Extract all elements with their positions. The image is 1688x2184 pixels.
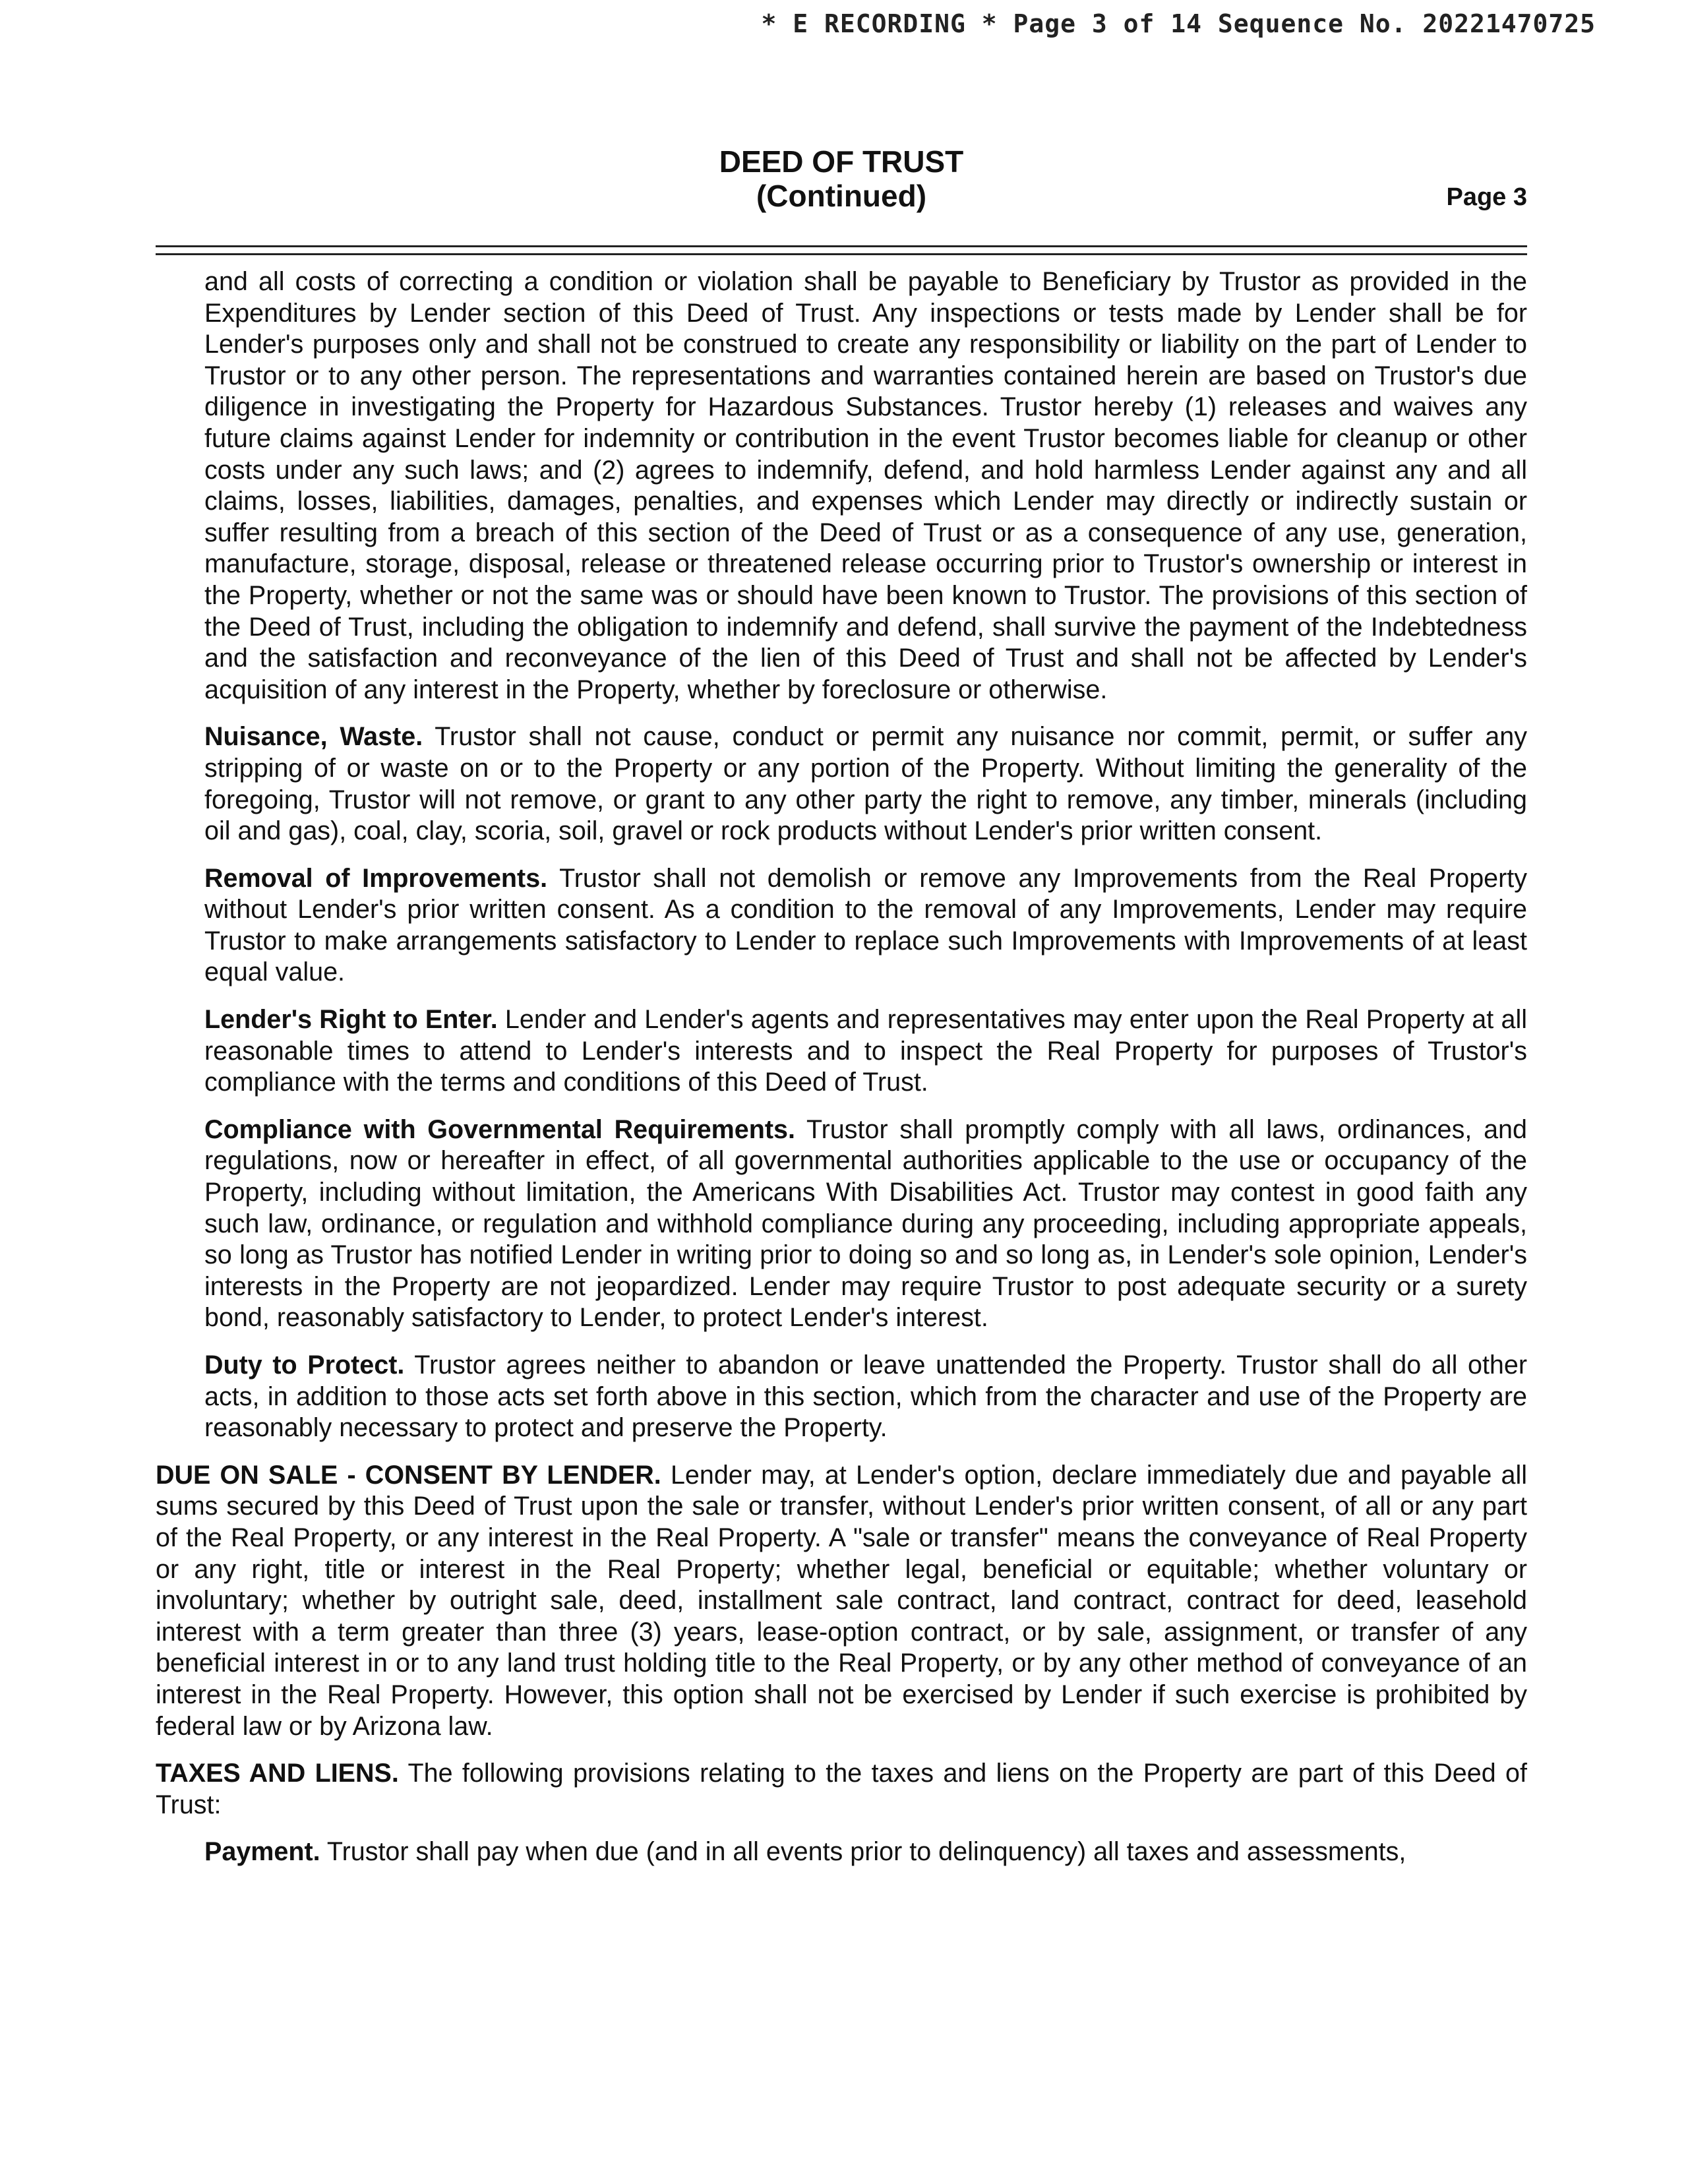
section-heading: Payment. — [204, 1837, 320, 1867]
paragraph-compliance — [204, 1114, 1527, 1334]
paragraph-hazardous-continued — [204, 266, 1527, 706]
paragraph-text: Trustor shall not cause, conduct or permit any nuisance nor commit, permit, or suffer any stripping of or waste on or to the Property or any portion of the Property. Without limiting the generality of the foregoing, Trustor will not remove, or grant to any other party the right to remove, any timber, minerals (including oil and gas), coal, clay, scoria, soil, gravel or rock products without Lender's prior written consent. — [204, 722, 1527, 846]
paragraph-text: The following provisions relating to the taxes and liens on the Property are part of this Deed of Trust: — [156, 1759, 1527, 1819]
section-heading: DUE ON SALE - CONSENT BY LENDER. — [156, 1460, 661, 1490]
paragraph-text: Trustor agrees neither to abandon or leave unattended the Property. Trustor shall do all other acts, in addition to those acts set forth above in this section, which from the character and use of the Property are reasonably necessary to protect and preserve the Property. — [204, 1350, 1528, 1443]
section-heading: Removal of Improvements. — [204, 863, 548, 893]
page-number: Page 3 — [1446, 183, 1527, 211]
paragraph-payment — [204, 1836, 1527, 1868]
paragraph-duty-to-protect — [204, 1350, 1527, 1444]
header-rule-top — [156, 245, 1527, 247]
section-heading: Compliance with Governmental Requirements. — [204, 1114, 795, 1144]
section-heading: Duty to Protect. — [204, 1350, 405, 1380]
paragraph-text: and all costs of correcting a condition or violation shall be payable to Beneficiary by Trustor as provided in the Expenditures by Lender section of this Deed of Trust. Any inspections or tests made by Lender shall be for Lender's purposes only and shall not be construed to create any responsibility or liability on the part of Lender to Trustor or to any other person. The representations and warranties contained herein are based on Trustor's due diligence in investigating the Property for Hazardous Substances. Trustor hereby (1) releases and waives any future claims against Lender for indemnity or contribution in the event Trustor becomes liable for cleanup or other costs under any such laws; and (2) agrees to indemnify, defend, and hold harmless Lender against any and all claims, losses, liabilities, damages, penalties, and expenses which Lender may directly or indirectly sustain or suffer resulting from a breach of this section of the Deed of Trust or as a consequence of any use, generation, manufacture, storage, disposal, release or threatened release occurring prior to Trustor's ownership or interest in the Property, whether or not the same was or should have been known to Trustor. The provisions of this section of the Deed of Trust, including the obligation to indemnify and defend, shall survive the payment of the Indebtedness and the satisfaction and reconveyance of the lien of this Deed of Trust and shall not be affected by Lender's acquisition of any interest in the Property, whether by foreclosure or otherwise. — [204, 267, 1527, 704]
paragraph-text: Trustor shall pay when due (and in all events prior to delinquency) all taxes and assessments, — [326, 1837, 1406, 1867]
paragraph-removal-of-improvements — [204, 863, 1527, 988]
section-heading: TAXES AND LIENS. — [156, 1759, 399, 1788]
header-rule-bottom — [156, 253, 1527, 255]
paragraph-text: Lender may, at Lender's option, declare immediately due and payable all sums secured by this Deed of Trust upon the sale or transfer, without Lender's prior written consent, of all or any part of the Real Property, or any interest in the Real Property. A "sale or transfer" means the conveyance of Real Property or any right, title or interest in the Real Property; whether legal, beneficial or equitable; whether voluntary or involuntary; whether by outright sale, deed, installment sale contract, land contract, contract for deed, leasehold interest with a term greater than three (3) years, lease-option contract, or by sale, assignment, or transfer of any beneficial interest in or to any land trust holding title to the Real Property, or by any other method of conveyance of an interest in the Real Property. However, this option shall not be exercised by Lender if such exercise is prohibited by federal law or by Arizona law. — [156, 1460, 1527, 1741]
paragraph-text: Trustor shall not demolish or remove any Improvements from the Real Property without Lender's prior written consent. As a condition to the removal of any Improvements, Lender may require Trustor to make arrangements satisfactory to Lender to replace such Improvements with Improvements of at least equal value. — [204, 863, 1528, 987]
document-subtitle: (Continued) — [756, 179, 927, 213]
section-heading: Lender's Right to Enter. — [204, 1005, 498, 1035]
section-heading: Nuisance, Waste. — [204, 722, 423, 752]
document-header — [156, 144, 1527, 243]
paragraph-right-to-enter — [204, 1004, 1527, 1099]
paragraph-due-on-sale — [156, 1460, 1527, 1742]
paragraph-text: Trustor shall promptly comply with all laws, ordinances, and regulations, now or hereafter in effect, of all governmental authorities applicable to the use or occupancy of the Property, including without limitation, the Americans With Disabilities Act. Trustor may contest in good faith any such law, ordinance, or regulation and withhold compliance during any proceeding, including appropriate appeals, so long as Trustor has notified Lender in writing prior to doing so and so long as, in Lender's sole opinion, Lender's interests in the Property are not jeopardized. Lender may require Trustor to post adequate security or a surety bond, reasonably satisfactory to Lender, to protect Lender's interest. — [204, 1114, 1527, 1333]
paragraph-taxes-and-liens — [156, 1758, 1527, 1821]
paragraph-text: Lender and Lender's agents and representatives may enter upon the Real Property at all reasonable times to attend to Lender's interests and to inspect the Real Property for purposes of Trustor's compliance with the terms and conditions of this Deed of Trust. — [204, 1005, 1527, 1097]
recording-header: * E RECORDING * Page 3 of 14 Sequence No. 20221470725 — [761, 9, 1596, 38]
paragraph-nuisance-waste — [204, 721, 1527, 847]
document-body — [156, 266, 1527, 1868]
document-title: DEED OF TRUST — [719, 144, 964, 179]
